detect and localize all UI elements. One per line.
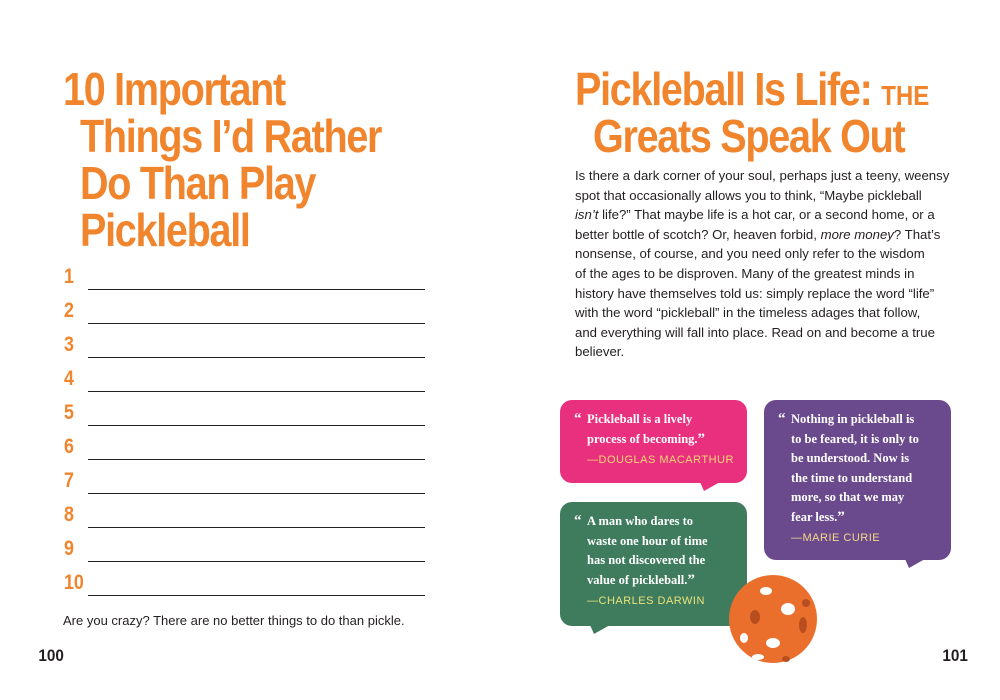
bubble-tail [700,482,720,491]
open-quote-icon: “ [574,411,582,427]
list-number: 5 [64,401,74,424]
body-line: nonsense, of course, and you need only refer to the wisdom [575,246,925,262]
list-number: 4 [64,367,74,390]
write-in-line [88,425,425,426]
quote-line [791,449,945,469]
quote-author: —CHARLES DARWIN [587,595,705,607]
close-quote-icon: ” [837,508,845,525]
italic-text: isn’t [575,207,599,223]
left-title-line: Things I’d Rather [80,110,382,162]
right-title-line: Greats Speak Out [593,110,905,162]
write-in-line [88,595,425,596]
right-title-main: Pickleball Is Life: [575,63,872,115]
body-line: with the word “pickleball” in the timeless adages that follow, [575,305,921,321]
write-in-line [88,357,425,358]
body-line: and everything will fall into place. Read on and become a true [575,324,935,340]
quote-text: A man who dares to [587,514,694,528]
body-text: better bottle of scotch? Or, heaven forbid, [575,226,821,242]
quote-bubble [560,502,747,626]
quote-line [587,551,741,571]
italic-text: more money [820,226,894,242]
footer-text: Are you crazy? There are no better things to do than pickle. [63,613,405,628]
open-quote-icon: “ [778,411,786,427]
body-line: spot that occasionally allows you to think, “Maybe pickleball [575,187,922,203]
quote-text: value of pickleball. [587,572,688,587]
list-number: 1 [64,265,74,288]
page-number-right: 101 [942,646,968,665]
write-in-line [88,323,425,324]
quote-bubble [764,400,951,560]
close-quote-icon: ” [687,571,695,588]
left-title-line: 10 Important [63,63,285,115]
quote-line [587,512,741,532]
quote-line [791,430,945,450]
quote-text: be understood. Now is [791,451,910,465]
left-title-line: Do Than Play [80,157,316,209]
list-number: 6 [64,435,74,458]
left-title-line: Pickleball [80,204,250,256]
body-text: life?” That maybe life is a hot car, or a second home, or a [598,207,935,223]
intro-paragraph [575,166,949,362]
quote-line [791,469,945,489]
write-in-line [88,527,425,528]
body-line: of the ages to be disproven. Many of the greatest minds in [575,265,915,281]
write-in-line [88,493,425,494]
quote-text: Nothing in pickleball is [791,412,915,426]
write-in-line [88,459,425,460]
bubble-tail [905,559,925,568]
open-quote-icon: “ [574,513,582,529]
quote-line [791,410,945,430]
write-in-line [88,289,425,290]
quote-text: waste one hour of time [587,533,708,548]
write-in-line [88,391,425,392]
quote-line [791,508,945,528]
quote-author: —MARIE CURIE [791,532,881,544]
list-number: 9 [64,537,74,560]
body-text: ? That’s [893,226,941,242]
body-line [575,225,949,245]
quote-line [587,532,741,552]
quote-line [587,571,741,591]
page-number-left: 100 [38,646,64,665]
quote-bubble [560,400,747,483]
quote-author: —DOUGLAS MACARTHUR [587,454,734,466]
quote-text: has not discovered the [587,553,706,567]
quote-line [587,430,741,450]
quote-text: the time to understand [791,470,913,485]
list-number: 2 [64,299,74,322]
quote-text: Pickleball is a lively [587,412,693,426]
write-in-line [88,561,425,562]
list-number: 8 [64,503,74,526]
close-quote-icon: ” [697,430,706,447]
body-line: believer. [575,344,625,360]
quote-text: more, so that we may [791,490,905,504]
list-number: 7 [64,469,74,492]
list-number: 10 [64,571,84,594]
body-line: history have themselves told us: simply replace the word “life” [575,285,935,301]
right-title-small: THE [881,80,930,111]
quote-text: to be feared, it is only to [791,431,919,446]
bubble-tail [590,625,610,634]
quote-text: fear less. [791,509,838,524]
quote-text: process of becoming. [587,431,698,446]
body-line [575,205,949,225]
quote-line [791,488,945,508]
quote-line [587,410,741,430]
list-number: 3 [64,333,74,356]
body-line: Is there a dark corner of your soul, perhaps just a teeny, weensy [575,168,950,183]
pickleball-icon [728,573,818,665]
